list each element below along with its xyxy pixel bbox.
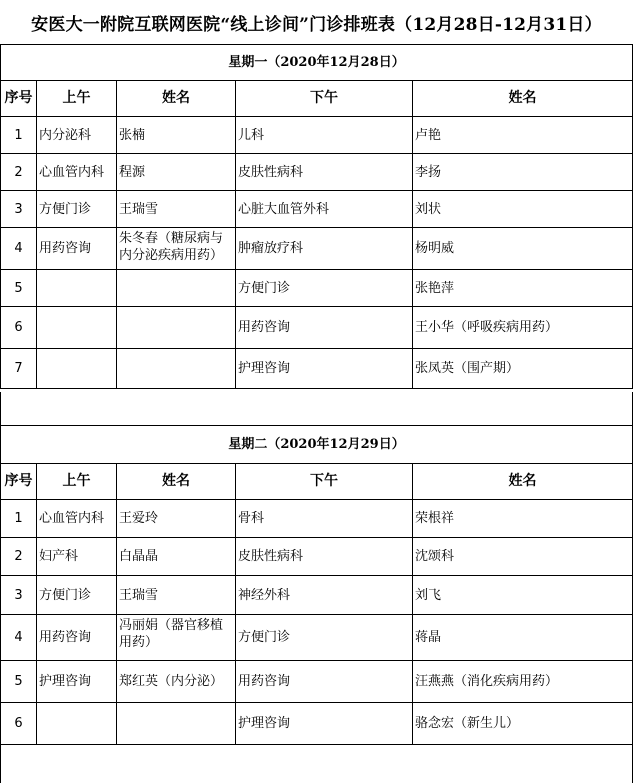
table-row xyxy=(1,500,633,538)
am-department: 用药咨询 xyxy=(37,228,117,270)
pm-department: 用药咨询 xyxy=(236,307,413,349)
pm-doctor: 李扬 xyxy=(413,154,633,191)
am-doctor xyxy=(117,307,236,349)
table-row xyxy=(1,117,633,154)
row-number: 3 xyxy=(1,191,37,228)
column-header-row xyxy=(1,81,633,117)
row-number: 3 xyxy=(1,576,37,615)
day-label: 星期一（2020年12月28日） xyxy=(1,45,633,81)
pm-doctor: 荣根祥 xyxy=(413,500,633,538)
am-department xyxy=(37,349,117,389)
spacer-row xyxy=(0,392,633,425)
pm-doctor: 王小华（呼吸疾病用药） xyxy=(413,307,633,349)
am-department: 内分泌科 xyxy=(37,117,117,154)
pm-doctor: 汪燕燕（消化疾病用药） xyxy=(413,661,633,703)
am-doctor xyxy=(117,349,236,389)
pm-department: 护理咨询 xyxy=(236,703,413,745)
am-doctor: 白晶晶 xyxy=(117,538,236,576)
table-row xyxy=(1,270,633,307)
pm-doctor: 刘飞 xyxy=(413,576,633,615)
pm-department: 肿瘤放疗科 xyxy=(236,228,413,270)
col-am-name: 姓名 xyxy=(117,464,236,500)
day-header-row xyxy=(1,45,633,81)
pm-department: 神经外科 xyxy=(236,576,413,615)
day-header-row xyxy=(1,426,633,464)
column-header-row xyxy=(1,464,633,500)
col-am: 上午 xyxy=(37,464,117,500)
table-row xyxy=(1,349,633,389)
table-row xyxy=(1,538,633,576)
col-pm: 下午 xyxy=(236,81,413,117)
pm-department: 儿科 xyxy=(236,117,413,154)
am-doctor xyxy=(117,270,236,307)
schedule-table-tuesday xyxy=(0,425,633,745)
col-am: 上午 xyxy=(37,81,117,117)
am-doctor: 程源 xyxy=(117,154,236,191)
pm-doctor: 骆念宏（新生儿） xyxy=(413,703,633,745)
row-number: 6 xyxy=(1,703,37,745)
am-doctor xyxy=(117,703,236,745)
table-row xyxy=(1,191,633,228)
row-number: 4 xyxy=(1,228,37,270)
am-department: 方便门诊 xyxy=(37,191,117,228)
table-row xyxy=(1,615,633,661)
am-department xyxy=(37,703,117,745)
am-department: 方便门诊 xyxy=(37,576,117,615)
row-number: 1 xyxy=(1,117,37,154)
pm-doctor: 张艳萍 xyxy=(413,270,633,307)
row-number: 7 xyxy=(1,349,37,389)
pm-doctor: 张凤英（围产期） xyxy=(413,349,633,389)
am-department: 用药咨询 xyxy=(37,615,117,661)
col-seq: 序号 xyxy=(1,81,37,117)
table-row xyxy=(1,228,633,270)
pm-department: 皮肤性病科 xyxy=(236,538,413,576)
pm-department: 用药咨询 xyxy=(236,661,413,703)
row-number: 6 xyxy=(1,307,37,349)
row-number: 4 xyxy=(1,615,37,661)
row-number: 5 xyxy=(1,270,37,307)
table-row xyxy=(1,307,633,349)
pm-department: 方便门诊 xyxy=(236,270,413,307)
am-department: 妇产科 xyxy=(37,538,117,576)
pm-department: 心脏大血管外科 xyxy=(236,191,413,228)
pm-doctor: 沈颂科 xyxy=(413,538,633,576)
pm-department: 方便门诊 xyxy=(236,615,413,661)
am-doctor: 冯丽娟（器官移植用药） xyxy=(117,615,236,661)
am-department xyxy=(37,307,117,349)
am-doctor: 王瑞雪 xyxy=(117,576,236,615)
col-seq: 序号 xyxy=(1,464,37,500)
am-doctor: 张楠 xyxy=(117,117,236,154)
pm-department: 护理咨询 xyxy=(236,349,413,389)
page-title: 安医大一附院互联网医院“线上诊间”门诊排班表（12月28日-12月31日） xyxy=(31,14,602,35)
pm-doctor: 刘状 xyxy=(413,191,633,228)
table-row xyxy=(1,154,633,191)
spacer-row xyxy=(0,745,633,783)
am-doctor: 郑红英（内分泌） xyxy=(117,661,236,703)
col-pm-name: 姓名 xyxy=(413,464,633,500)
table-row xyxy=(1,703,633,745)
day-label: 星期二（2020年12月29日） xyxy=(1,426,633,464)
col-am-name: 姓名 xyxy=(117,81,236,117)
row-number: 1 xyxy=(1,500,37,538)
row-number: 5 xyxy=(1,661,37,703)
col-pm: 下午 xyxy=(236,464,413,500)
pm-doctor: 蒋晶 xyxy=(413,615,633,661)
am-department: 心血管内科 xyxy=(37,154,117,191)
row-number: 2 xyxy=(1,154,37,191)
am-department: 护理咨询 xyxy=(37,661,117,703)
table-row xyxy=(1,576,633,615)
am-doctor: 朱冬春（糖尿病与内分泌疾病用药） xyxy=(117,228,236,270)
am-department: 心血管内科 xyxy=(37,500,117,538)
schedule-table-monday xyxy=(0,44,633,389)
col-pm-name: 姓名 xyxy=(413,81,633,117)
pm-doctor: 卢艳 xyxy=(413,117,633,154)
am-doctor: 王瑞雪 xyxy=(117,191,236,228)
am-department xyxy=(37,270,117,307)
pm-department: 骨科 xyxy=(236,500,413,538)
row-number: 2 xyxy=(1,538,37,576)
pm-department: 皮肤性病科 xyxy=(236,154,413,191)
pm-doctor: 杨明威 xyxy=(413,228,633,270)
am-doctor: 王爱玲 xyxy=(117,500,236,538)
table-row xyxy=(1,661,633,703)
